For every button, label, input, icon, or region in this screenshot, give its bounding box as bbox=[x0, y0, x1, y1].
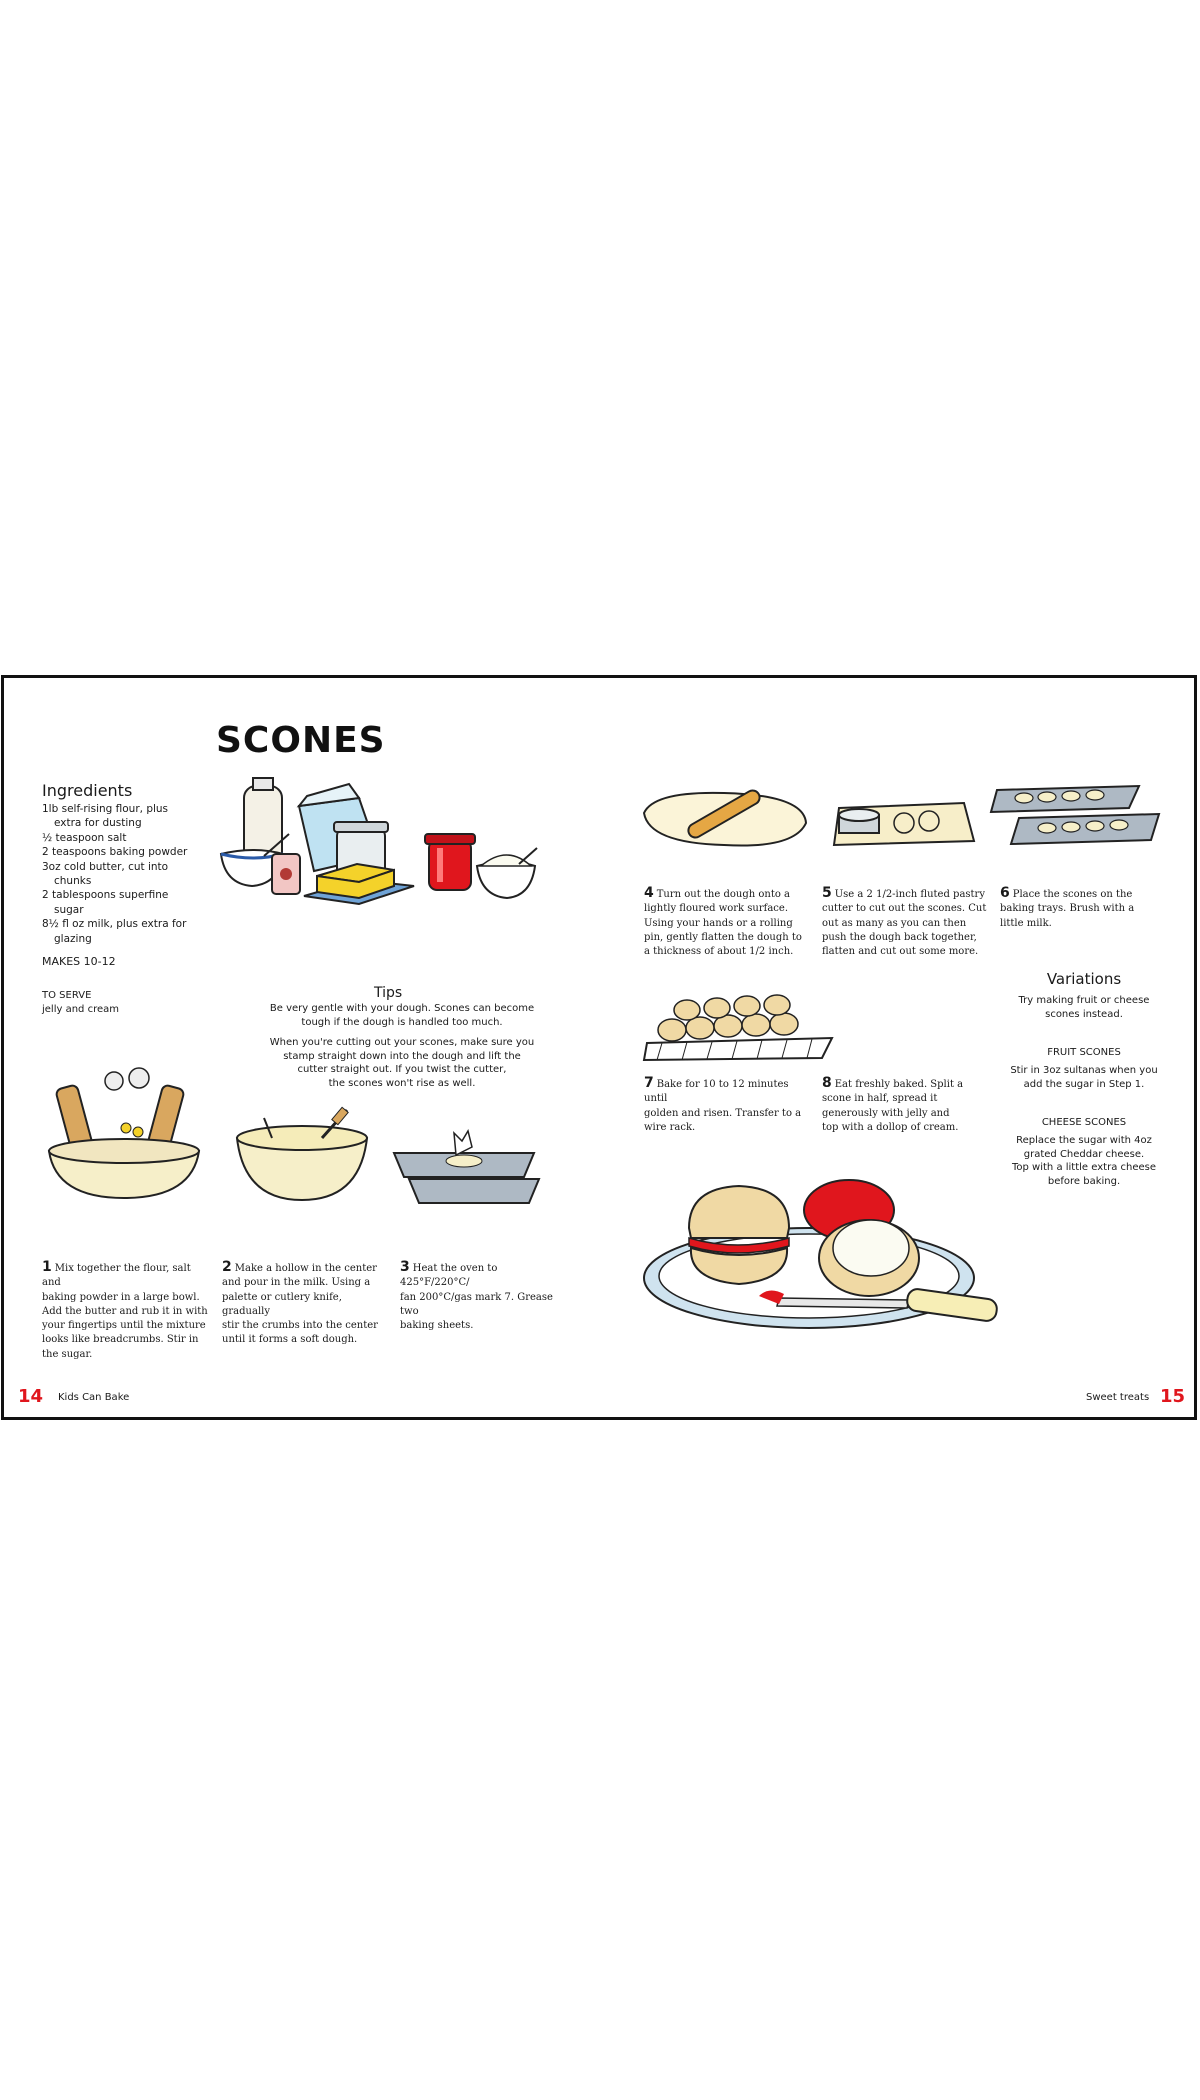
ingredient-line: sugar bbox=[54, 903, 84, 916]
step-3 bbox=[400, 1260, 570, 1333]
variations-line: scones instead. bbox=[1045, 1008, 1123, 1020]
step-number: 6 bbox=[1000, 885, 1010, 901]
step-line: 7 Bake for 10 to 12 minutes until bbox=[644, 1075, 789, 1105]
step-line: baking powder in a large bowl. bbox=[42, 1291, 200, 1303]
step-number: 7 bbox=[644, 1075, 654, 1091]
cheese-scones-heading: CHEESE SCONES bbox=[1041, 1117, 1127, 1128]
step-3-illustration bbox=[384, 1133, 544, 1213]
step-6 bbox=[1000, 886, 1150, 931]
step-number: 4 bbox=[644, 885, 654, 901]
tip-line: the scones won't rise as well. bbox=[328, 1077, 476, 1089]
served-scones-illustration bbox=[639, 1168, 1029, 1343]
step-line: cutter to cut out the scones. Cut bbox=[822, 903, 987, 915]
page-number-right: 15 bbox=[1160, 1386, 1186, 1407]
ingredient-line: extra for dusting bbox=[54, 817, 142, 830]
step-line: 4 Turn out the dough onto a bbox=[644, 885, 790, 901]
section-title-footer: Sweet treats bbox=[1086, 1392, 1150, 1403]
step-line: wire rack. bbox=[644, 1121, 696, 1133]
step-line: Add the butter and rub it in with bbox=[42, 1305, 208, 1317]
variations-line: Stir in 3oz sultanas when you bbox=[1010, 1065, 1158, 1076]
step-line: baking sheets. bbox=[400, 1320, 474, 1332]
tip-line: cutter straight out. If you twist the cutter, bbox=[297, 1064, 507, 1075]
step-line: 8 Eat freshly baked. Split a bbox=[822, 1075, 964, 1091]
step-number: 5 bbox=[822, 885, 832, 901]
ingredient-line: 1lb self-rising flour, plus bbox=[42, 803, 169, 815]
step-line: your fingertips until the mixture bbox=[42, 1320, 206, 1332]
tip-line: stamp straight down into the dough and lift the bbox=[283, 1050, 521, 1062]
step-line: push the dough back together, bbox=[822, 931, 977, 943]
ingredient-line: 2 tablespoons superfine bbox=[42, 889, 169, 902]
variations-heading: Variations bbox=[1046, 970, 1122, 988]
ingredient-line: chunks bbox=[54, 875, 92, 888]
ingredient-line: 3oz cold butter, cut into bbox=[42, 860, 169, 873]
step-2-illustration bbox=[232, 1108, 372, 1203]
page-number-left: 14 bbox=[18, 1386, 44, 1407]
step-line: fan 200°C/gas mark 7. Grease two bbox=[400, 1291, 553, 1317]
variations-line: Top with a little extra cheese bbox=[1012, 1162, 1156, 1173]
step-line: generously with jelly and bbox=[822, 1107, 950, 1119]
step-line: a thickness of about 1/2 inch. bbox=[644, 946, 794, 958]
step-line: little milk. bbox=[1000, 917, 1052, 929]
ingredient-line: glazing bbox=[54, 932, 92, 945]
tip-line: Be very gentle with your dough. Scones can become bbox=[269, 1003, 535, 1014]
step-line: 1 Mix together the flour, salt and bbox=[42, 1259, 191, 1289]
variations-intro bbox=[1004, 994, 1164, 1021]
step-2 bbox=[222, 1260, 392, 1348]
step-7-illustration bbox=[642, 988, 837, 1068]
variations-line: grated Cheddar cheese. bbox=[1023, 1148, 1145, 1160]
book-title-footer: Kids Can Bake bbox=[58, 1392, 130, 1403]
tips-paragraph bbox=[262, 1036, 542, 1090]
tips-heading: Tips bbox=[374, 985, 403, 1001]
ingredient-line: ½ teaspoon salt bbox=[42, 831, 127, 844]
makes-count: MAKES 10-12 bbox=[42, 955, 116, 968]
step-line: 3 Heat the oven to 425°F/220°C/ bbox=[400, 1259, 498, 1289]
step-line: 2 Make a hollow in the center bbox=[222, 1259, 377, 1275]
step-7 bbox=[644, 1076, 814, 1135]
step-line: until it forms a soft dough. bbox=[222, 1334, 358, 1346]
step-1-illustration bbox=[44, 1066, 204, 1201]
variations-line: add the sugar in Step 1. bbox=[1023, 1078, 1145, 1090]
variations-line: before baking. bbox=[1047, 1175, 1121, 1187]
step-8 bbox=[822, 1076, 992, 1135]
step-line: baking trays. Brush with a bbox=[1000, 903, 1135, 915]
page-title: SCONES bbox=[216, 720, 386, 761]
step-line: top with a dollop of cream. bbox=[822, 1121, 959, 1133]
fruit-scones-text bbox=[1004, 1064, 1164, 1091]
step-line: flatten and cut out some more. bbox=[822, 946, 979, 958]
step-line: scone in half, spread it bbox=[822, 1093, 938, 1105]
step-number: 1 bbox=[42, 1259, 52, 1275]
step-line: golden and risen. Transfer to a bbox=[644, 1107, 802, 1119]
step-number: 8 bbox=[822, 1075, 832, 1091]
step-line: pin, gently flatten the dough to bbox=[644, 931, 802, 943]
step-line: the sugar. bbox=[42, 1348, 93, 1360]
step-4 bbox=[644, 886, 814, 959]
variations-line: Replace the sugar with 4oz bbox=[1016, 1135, 1152, 1146]
ingredients-heading: Ingredients bbox=[42, 781, 133, 800]
step-5 bbox=[822, 886, 992, 959]
tips-paragraph bbox=[262, 1002, 542, 1029]
step-line: and pour in the milk. Using a bbox=[222, 1277, 371, 1289]
step-number: 3 bbox=[400, 1259, 410, 1275]
step-line: 6 Place the scones on the bbox=[1000, 885, 1133, 901]
ingredient-line: 2 teaspoons baking powder bbox=[42, 846, 188, 859]
step-line: out as many as you can then bbox=[822, 917, 967, 929]
step-6-illustration bbox=[989, 778, 1164, 853]
step-5-illustration bbox=[829, 793, 979, 853]
fruit-scones-heading: FRUIT SCONES bbox=[1047, 1047, 1121, 1058]
step-line: Using your hands or a rolling bbox=[644, 917, 793, 929]
recipe-spread bbox=[1, 675, 1197, 1420]
ingredient-line: 8½ fl oz milk, plus extra for bbox=[42, 918, 187, 931]
step-line: palette or cutlery knife, gradually bbox=[222, 1291, 342, 1317]
step-line: stir the crumbs into the center bbox=[222, 1320, 378, 1332]
step-line: lightly floured work surface. bbox=[644, 903, 789, 915]
to-serve-text: jelly and cream bbox=[42, 1004, 119, 1015]
step-number: 2 bbox=[222, 1259, 232, 1275]
tip-line: When you're cutting out your scones, make sure you bbox=[269, 1037, 535, 1048]
tip-line: tough if the dough is handled too much. bbox=[301, 1016, 503, 1028]
ingredients-illustration bbox=[209, 776, 539, 926]
variations-line: Try making fruit or cheese bbox=[1018, 995, 1150, 1006]
step-line: 5 Use a 2 1/2-inch fluted pastry bbox=[822, 885, 985, 901]
step-4-illustration bbox=[634, 783, 814, 853]
ingredients-list bbox=[42, 802, 212, 946]
step-1 bbox=[42, 1260, 212, 1362]
to-serve-heading: TO SERVE bbox=[42, 990, 92, 1001]
step-line: looks like breadcrumbs. Stir in bbox=[42, 1334, 199, 1346]
